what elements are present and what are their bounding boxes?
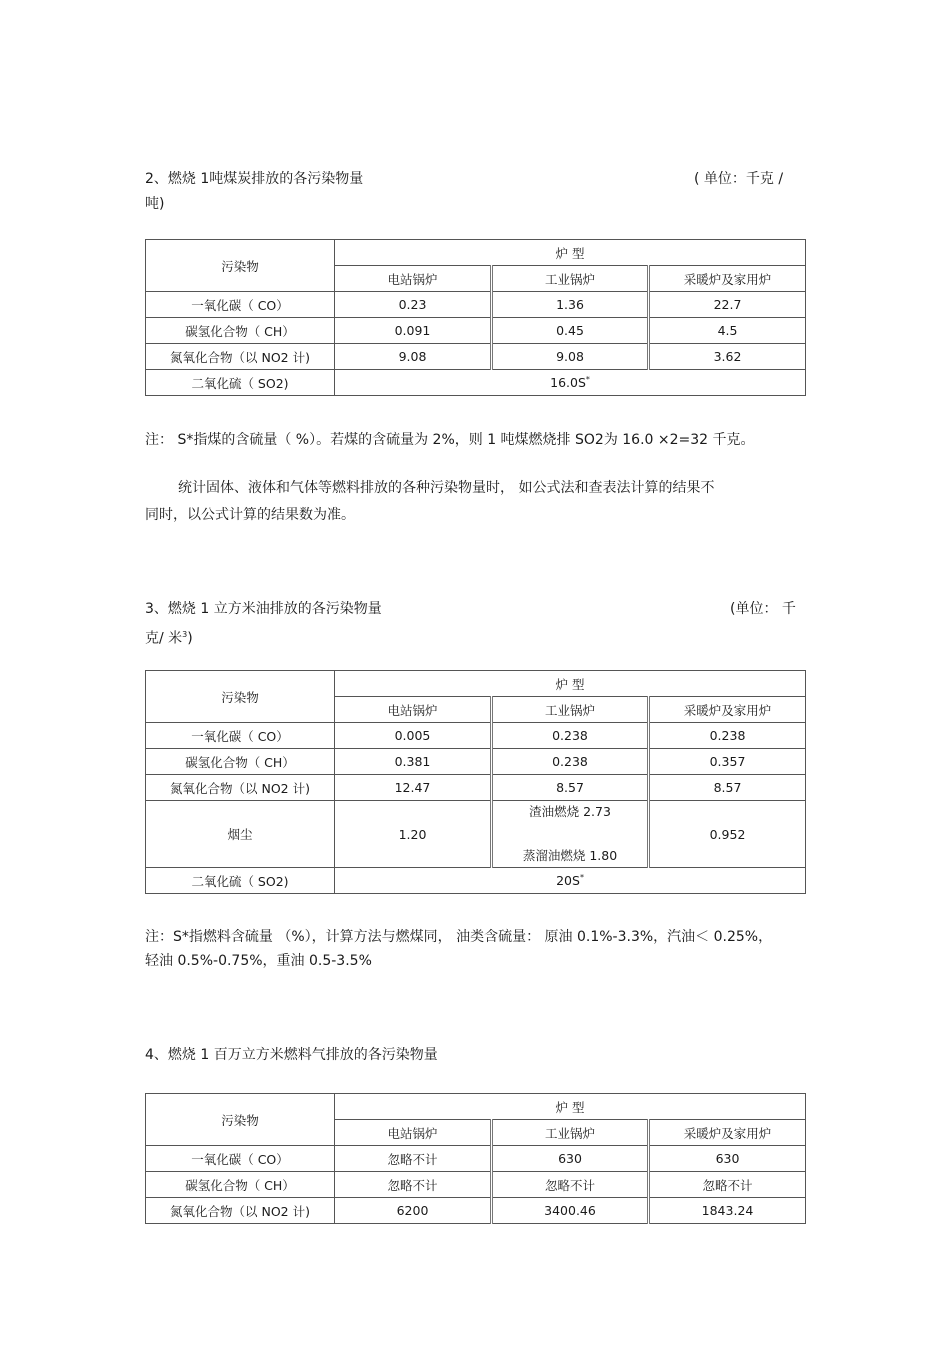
section2-paragraph-line2: 同时，以公式计算的结果数为准。 xyxy=(145,507,355,523)
cell-value: 0.357 xyxy=(649,749,806,775)
pollutant-header: 污染物 xyxy=(146,1094,335,1146)
table-row xyxy=(146,1172,806,1198)
section3-note-line2: 轻油 0.5%-0.75%，重油 0.5-3.5% xyxy=(145,953,372,969)
section2-unit: ( 单位：千克 / xyxy=(694,171,784,187)
table-row xyxy=(146,868,806,894)
so2-formula: 16.0S xyxy=(550,375,586,391)
row-label: 一氧化碳（ CO） xyxy=(146,292,335,318)
so2-formula-cell xyxy=(335,370,806,396)
col-power-station-boiler: 电站锅炉 xyxy=(335,266,492,292)
cell-value: 4.5 xyxy=(649,318,806,344)
cell-value: 630 xyxy=(649,1146,806,1172)
col-industrial-boiler: 工业锅炉 xyxy=(492,697,649,723)
section3-unit-text: 克/ 米 xyxy=(145,630,183,647)
so2-formula: 20S xyxy=(556,873,580,889)
section3-unit-sup: 3 xyxy=(182,630,188,639)
oil-emission-table xyxy=(145,670,806,894)
cell-value: 3400.46 xyxy=(492,1198,649,1224)
furnace-type-header: 炉 型 xyxy=(335,671,806,697)
cell-value: 12.47 xyxy=(335,775,492,801)
row-label: 氮氧化合物（以 NO2 计) xyxy=(146,775,335,801)
cell-value: 1.36 xyxy=(492,292,649,318)
table-row xyxy=(146,1198,806,1224)
row-label: 碳氢化合物（ CH） xyxy=(146,749,335,775)
cell-value: 忽略不计 xyxy=(649,1172,806,1198)
furnace-type-header: 炉 型 xyxy=(335,1094,806,1120)
table-row xyxy=(146,749,806,775)
row-label: 二氧化硫（ SO2) xyxy=(146,868,335,894)
cell-value: 1843.24 xyxy=(649,1198,806,1224)
cell-value: 0.238 xyxy=(492,749,649,775)
section2-note: 注： S*指煤的含硫量（ %）。若煤的含硫量为 2%，则 1 吨煤燃烧排 SO2为 16.0 ×2=32 千克。 xyxy=(145,432,755,448)
table-row xyxy=(146,1146,806,1172)
table-row xyxy=(146,801,806,868)
cell-value: 0.23 xyxy=(335,292,492,318)
cell-value: 0.238 xyxy=(649,723,806,749)
cell-value: 忽略不计 xyxy=(335,1146,492,1172)
section3-heading: 3、燃烧 1 立方米油排放的各污染物量 xyxy=(145,601,382,617)
table-row xyxy=(146,370,806,396)
coal-emission-table xyxy=(145,239,806,396)
row-label: 碳氢化合物（ CH） xyxy=(146,318,335,344)
cell-value: 9.08 xyxy=(335,344,492,370)
col-heating-household-furnace: 采暖炉及家用炉 xyxy=(649,266,806,292)
cell-value: 6200 xyxy=(335,1198,492,1224)
section4-heading: 4、燃烧 1 百万立方米燃料气排放的各污染物量 xyxy=(145,1047,438,1063)
row-label: 一氧化碳（ CO） xyxy=(146,1146,335,1172)
so2-mark: * xyxy=(585,374,590,384)
cell-value: 忽略不计 xyxy=(335,1172,492,1198)
cell-value: 1.20 xyxy=(335,801,492,868)
cell-value: 0.45 xyxy=(492,318,649,344)
col-heating-household-furnace: 采暖炉及家用炉 xyxy=(649,697,806,723)
furnace-type-header: 炉 型 xyxy=(335,240,806,266)
cell-value: 3.62 xyxy=(649,344,806,370)
col-industrial-boiler: 工业锅炉 xyxy=(492,1120,649,1146)
so2-formula-cell xyxy=(335,868,806,894)
cell-value: 22.7 xyxy=(649,292,806,318)
table-row xyxy=(146,775,806,801)
col-industrial-boiler: 工业锅炉 xyxy=(492,266,649,292)
cell-value: 0.952 xyxy=(649,801,806,868)
cell-value: 8.57 xyxy=(649,775,806,801)
row-label: 碳氢化合物（ CH） xyxy=(146,1172,335,1198)
distillate-oil-value: 蒸溜油燃烧 1.80 xyxy=(522,848,618,863)
col-heating-household-furnace: 采暖炉及家用炉 xyxy=(649,1120,806,1146)
cell-value: 0.091 xyxy=(335,318,492,344)
section2-unit-cont: 吨) xyxy=(145,196,165,212)
table-row xyxy=(146,318,806,344)
row-label: 一氧化碳（ CO） xyxy=(146,723,335,749)
col-power-station-boiler: 电站锅炉 xyxy=(335,697,492,723)
table-row xyxy=(146,723,806,749)
so2-mark: * xyxy=(579,872,584,882)
section3-unit: (单位： 千 xyxy=(730,601,796,617)
row-label: 二氧化硫（ SO2) xyxy=(146,370,335,396)
cell-value: 8.57 xyxy=(492,775,649,801)
cell-value: 0.238 xyxy=(492,723,649,749)
section3-unit-cont xyxy=(145,626,193,648)
dust-industrial-cell xyxy=(492,801,649,868)
pollutant-header: 污染物 xyxy=(146,240,335,292)
gas-emission-table xyxy=(145,1093,806,1224)
cell-value: 630 xyxy=(492,1146,649,1172)
row-label: 氮氧化合物（以 NO2 计) xyxy=(146,1198,335,1224)
col-power-station-boiler: 电站锅炉 xyxy=(335,1120,492,1146)
table-row xyxy=(146,344,806,370)
section3-unit-close: ) xyxy=(187,630,193,647)
section2-paragraph-line1: 统计固体、液体和气体等燃料排放的各种污染物量时， 如公式法和查表法计算的结果不 xyxy=(178,480,715,496)
row-label: 烟尘 xyxy=(146,801,335,868)
table-row xyxy=(146,292,806,318)
cell-value: 忽略不计 xyxy=(492,1172,649,1198)
section3-note-line1: 注：S*指燃料含硫量 （%），计算方法与燃煤同， 油类含硫量： 原油 0.1%-3.3%，汽油＜ 0.25%， xyxy=(145,929,773,945)
pollutant-header: 污染物 xyxy=(146,671,335,723)
cell-value: 0.381 xyxy=(335,749,492,775)
residual-oil-value: 渣油燃烧 2.73 xyxy=(529,804,611,819)
cell-value: 0.005 xyxy=(335,723,492,749)
cell-value: 9.08 xyxy=(492,344,649,370)
section2-heading: 2、燃烧 1吨煤炭排放的各污染物量 xyxy=(145,171,364,187)
row-label: 氮氧化合物（以 NO2 计) xyxy=(146,344,335,370)
